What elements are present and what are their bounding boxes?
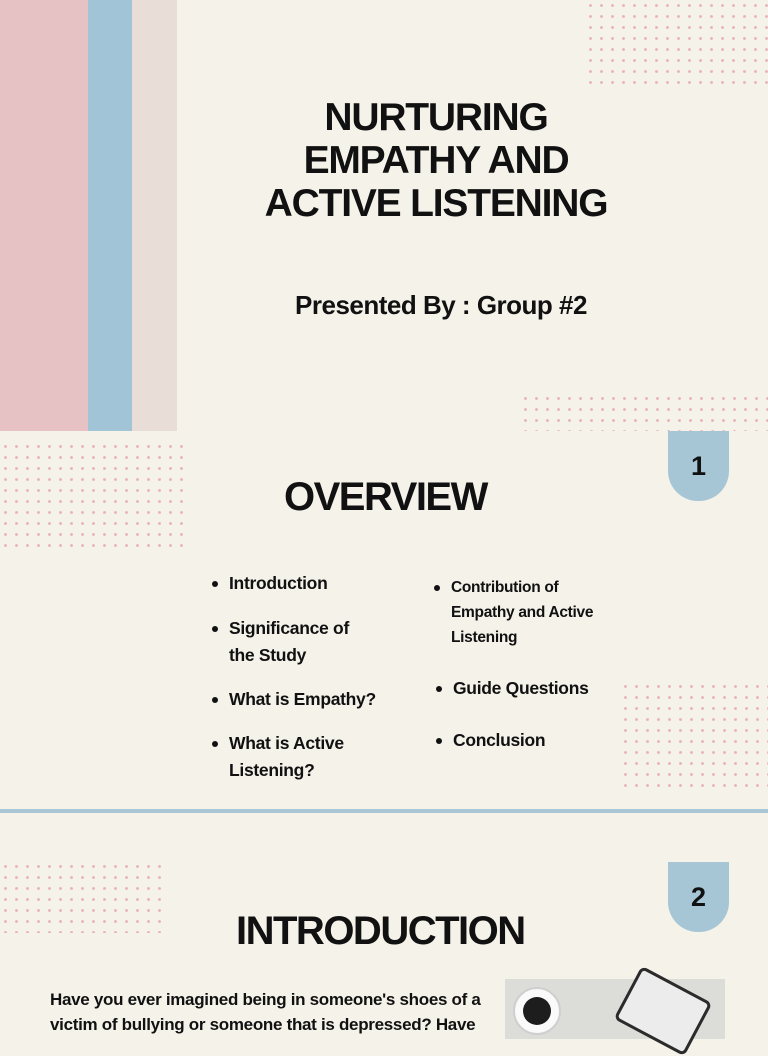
dot-pattern xyxy=(620,681,768,791)
title-slide xyxy=(0,0,768,431)
introduction-heading: INTRODUCTION xyxy=(236,909,525,953)
overview-heading: OVERVIEW xyxy=(284,475,487,519)
presentation-title: NURTURING EMPATHY AND ACTIVE LISTENING xyxy=(264,96,608,225)
overview-item: What is Active Listening? xyxy=(212,730,377,784)
dot-pattern xyxy=(520,393,768,431)
blue-stripe xyxy=(88,0,132,431)
coffee-cup-icon xyxy=(513,987,561,1035)
overview-item: Significance of the Study xyxy=(212,615,377,669)
overview-item: Contribution of Empathy and Active Listening xyxy=(434,575,624,650)
overview-item: Introduction xyxy=(212,570,402,597)
introduction-text: Have you ever imagined being in someone's shoes of a victim of bullying or someone that is depressed? Have xyxy=(50,990,481,1034)
presenter-subtitle: Presented By : Group #2 xyxy=(295,290,587,320)
page-number-badge: 2 xyxy=(668,862,729,932)
dot-pattern xyxy=(585,0,768,88)
introduction-slide xyxy=(0,813,768,1034)
dot-pattern xyxy=(0,441,188,553)
overview-item: What is Empathy? xyxy=(212,686,402,713)
overview-item: Guide Questions xyxy=(436,675,626,702)
desk-photo xyxy=(505,979,725,1039)
page-number-badge: 1 xyxy=(668,431,729,501)
pink-stripe xyxy=(0,0,88,431)
overview-item: Conclusion xyxy=(436,727,626,754)
light-stripe xyxy=(132,0,177,431)
laptop-icon xyxy=(614,966,713,1056)
dot-pattern xyxy=(0,861,165,933)
overview-slide xyxy=(0,431,768,809)
